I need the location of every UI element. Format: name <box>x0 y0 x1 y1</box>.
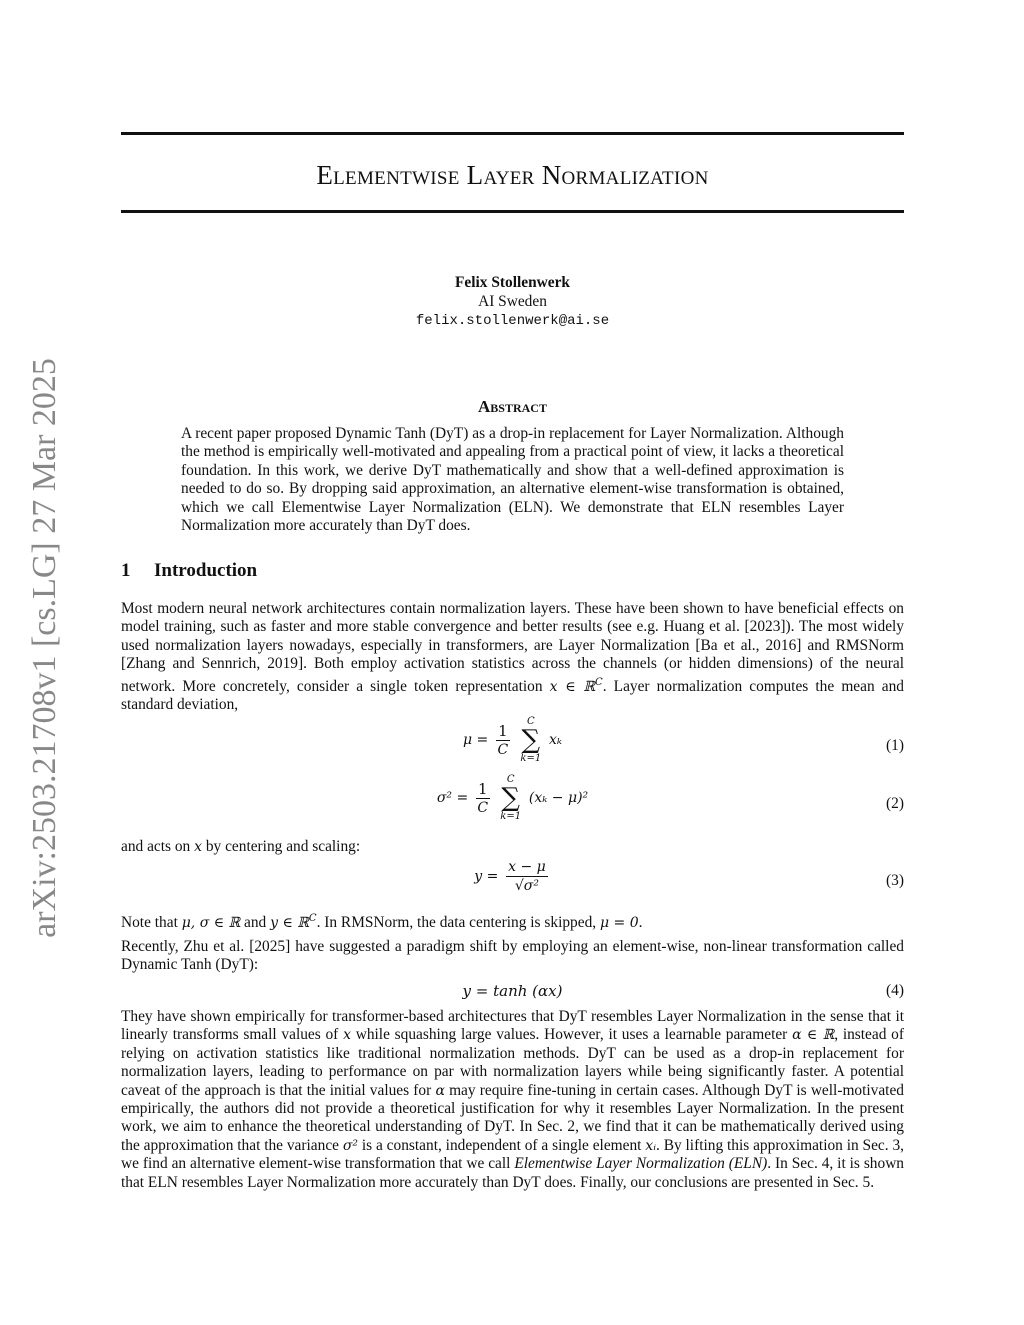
eq2-sum: C ∑ k=1 <box>500 774 522 822</box>
author-affiliation: AI Sweden <box>478 293 547 310</box>
abstract-heading: Abstract <box>478 397 547 416</box>
eq3-label: (3) <box>886 872 904 889</box>
intro-paragraph-4: Recently, Zhu et al. [2025] have suggested a paradigm shift by employing an element-wise, non-linear transformation called Dynamic Tanh (DyT): <box>121 938 904 974</box>
intro-paragraph-5: They have shown empirically for transformer-based architectures that DyT resembles Layer Normalization in the sense that it linearly transforms small values of x while squashing large values. However, it uses a learnable parameter α ∈ ℝ, instead of relying on activation statistics like traditional normalization methods. DyT can be used as a drop-in replacement for normalization layers, leading to performance on par with normalization layers while being significantly faster. A potential caveat of the approach is that the initial values for α may require fine-tuning in certain cases. Although DyT is well-motivated empirically, the authors did not provide a theoretical justification for why it resembles Layer Normalization. In the present work, we aim to enhance the theoretical understanding of DyT. In Sec. 2, we find that it can be mathematically derived using the approximation that the variance σ² is a constant, independent of a single element xᵢ. By lifting this approximation in Sec. 3, we find an alternative element-wise transformation that we call Elementwise Layer Normalization (ELN). In Sec. 4, it is shown that ELN resembles Layer Normalization more accurately than DyT does. Finally, our conclusions are presented in Sec. 5. <box>121 1008 905 1191</box>
equation-1: μ = $\frac{1}{C}$ C ∑ k=1 xₖ (1) <box>463 716 904 764</box>
eq4-label: (4) <box>886 982 904 999</box>
paper-title: Elementwise Layer Normalization <box>316 160 709 190</box>
eq1-label: (1) <box>886 737 904 754</box>
eq3-fraction: $\frac{x - \mu}{\text{√σ²}}$ <box>508 859 546 894</box>
section-number: 1 <box>121 560 131 581</box>
eq1-fraction: $\frac{1}{C}$ <box>497 721 509 758</box>
arxiv-id: arXiv:2503.21708v1 [cs.LG] 27 Mar 2025 <box>26 358 63 938</box>
title-bottom-rule <box>121 210 904 213</box>
eq1-sum: C ∑ k=1 <box>520 716 542 764</box>
eq2-label: (2) <box>886 795 904 812</box>
author-name: Felix Stollenwerk <box>455 274 570 291</box>
author-email[interactable]: felix.stollenwerk@ai.se <box>415 313 610 329</box>
arxiv-sidebar <box>0 0 80 1325</box>
intro-paragraph-3: Note that μ, σ ∈ ℝ and y ∈ ℝ$^C$. In RMSNorm, the data centering is skipped, μ = 0. <box>121 913 643 932</box>
eq2-fraction: $\frac{1}{C}$ <box>477 779 489 816</box>
section-heading <box>121 560 257 582</box>
equation-3: y = $\frac{x - \mu}{\text{√σ²}}$ (3) <box>474 859 904 894</box>
section-title: Introduction <box>154 560 258 581</box>
abstract-text: A recent paper proposed Dynamic Tanh (DyT) as a drop-in replacement for Layer Normalization. Although the method is empirically well-motivated and appealing from a practical point of view, it lacks a theoretical foundation. In this work, we derive DyT mathematically and show that a well-defined approximation is needed to do so. By dropping said approximation, an alternative element-wise transformation is obtained, which we call Elementwise Layer Normalization (ELN). We demonstrate that ELN resembles Layer Normalization more accurately than DyT does. <box>181 425 844 535</box>
equation-4: y = tanh (αx) (4) <box>462 982 904 1000</box>
intro-paragraph-2: and acts on x by centering and scaling: <box>121 838 361 855</box>
intro-paragraph-1: Most modern neural network architectures contain normalization layers. These have been shown to have beneficial effects on model training, such as faster and more stable convergence and better results (see e.g. Huang et al. [2023]). The most widely used normalization layers nowadays, especially in transformers, are Layer Normalization [Ba et al., 2016] and RMSNorm [Zhang and Sennrich, 2019]. Both employ activation statistics across the channels (or hidden dimensions) of the neural network. More concretely, consider a single token representation x ∈ ℝ$^C$. Layer normalization computes the mean and standard deviation, <box>121 600 904 714</box>
title-top-rule <box>121 132 904 135</box>
equation-2: σ² = $\frac{1}{C}$ C ∑ k=1 (xₖ − μ)² (2) <box>436 774 904 822</box>
